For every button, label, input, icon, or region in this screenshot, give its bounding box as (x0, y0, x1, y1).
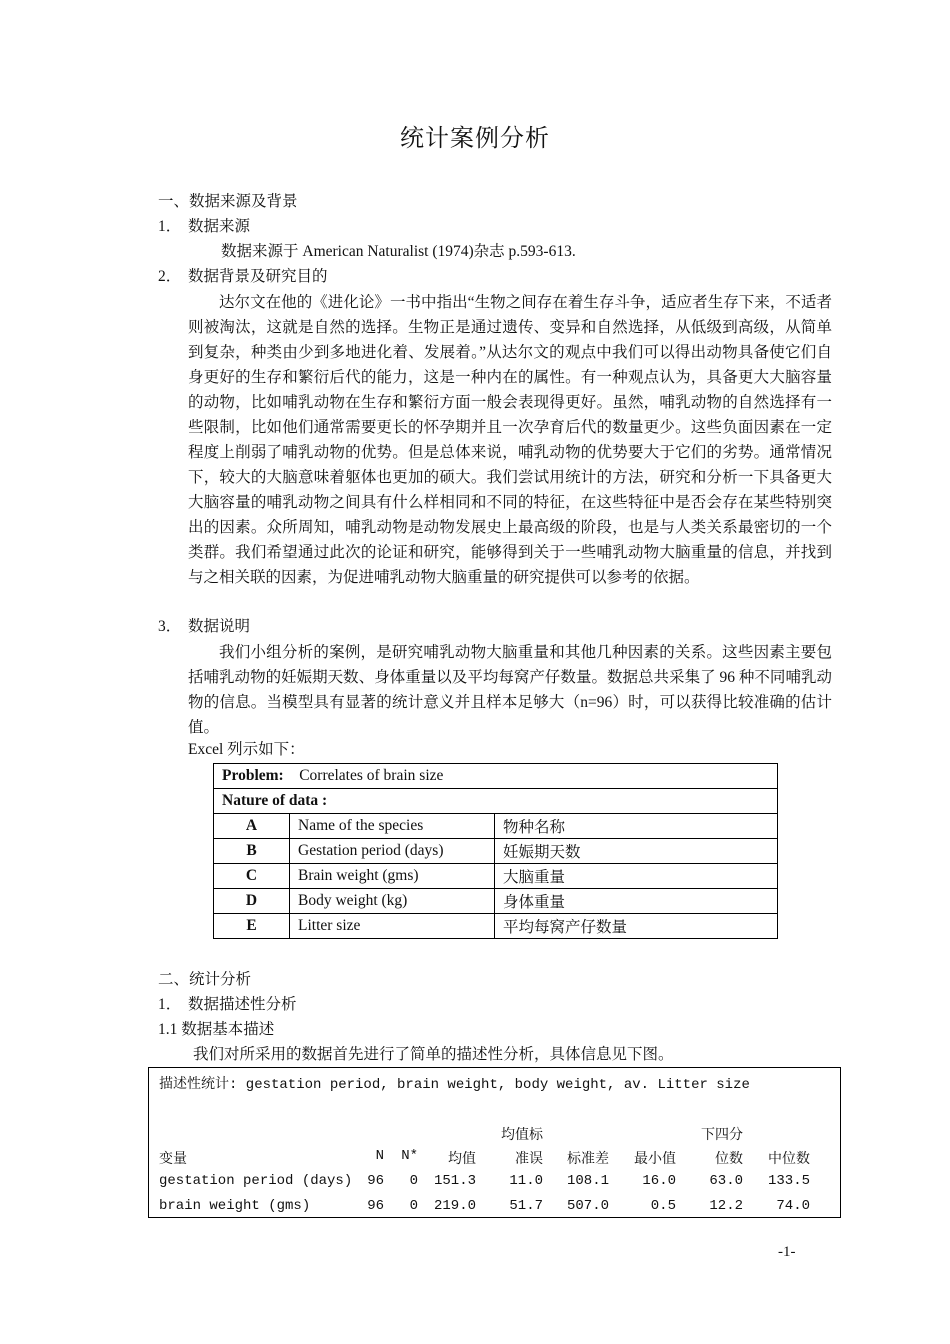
column-chinese: 大脑重量 (495, 864, 778, 889)
table-row (214, 764, 778, 789)
header-mean: 均值 (448, 1152, 476, 1168)
header-nstar: N* (401, 1148, 418, 1164)
row-sd: 507.0 (566, 1198, 609, 1214)
column-english: Litter size (290, 914, 495, 939)
item-heading-description (158, 615, 250, 639)
row-se: 11.0 (509, 1173, 543, 1189)
table-row (214, 914, 778, 939)
stats-intro: 我们对所采用的数据首先进行了简单的描述性分析，具体信息见下图。 (193, 1046, 674, 1063)
row-median: 133.5 (767, 1173, 810, 1189)
item-title: 数据来源 (188, 218, 251, 235)
item-number: 1． (158, 996, 182, 1013)
header-median: 中位数 (768, 1152, 810, 1168)
column-chinese: 妊娠期天数 (495, 839, 778, 864)
header-se-bottom: 准误 (515, 1152, 543, 1168)
column-english: Name of the species (290, 814, 495, 839)
row-nstar: 0 (409, 1198, 418, 1214)
problem-text: Correlates of brain size (299, 767, 444, 784)
description-paragraph: 我们小组分析的案例，是研究哺乳动物大脑重量和其他几种因素的关系。这些因素主要包括哺乳动物的妊娠期天数、身体重量以及平均每窝产仔数量。数据总共采集了 96 种不同哺乳动物的信息。当模型具有显著的统计意义并且样本足够大（n=96）时，可以获得比较准确的估计值。 (188, 644, 832, 736)
table-row (214, 789, 778, 814)
column-chinese: 身体重量 (495, 889, 778, 914)
row-min: 0.5 (650, 1198, 676, 1214)
item-title: 数据描述性分析 (188, 996, 297, 1013)
column-english: Brain weight (gms) (290, 864, 495, 889)
page-title: 统计案例分析 (400, 126, 550, 152)
row-median: 74.0 (776, 1198, 810, 1214)
row-n: 96 (367, 1198, 384, 1214)
table-row (214, 864, 778, 889)
item-number: 1． (158, 218, 182, 235)
item-title: 数据说明 (188, 618, 251, 635)
table-row (214, 889, 778, 914)
row-variable: gestation period (days) (159, 1173, 353, 1189)
item-title: 数据背景及研究目的 (188, 268, 328, 285)
page-number: -1- (778, 1244, 796, 1260)
item-heading-source (158, 215, 250, 239)
problem-cell (214, 764, 778, 789)
column-english: Gestation period (days) (290, 839, 495, 864)
column-english: Body weight (kg) (290, 889, 495, 914)
row-nstar: 0 (409, 1173, 418, 1189)
row-se: 51.7 (509, 1198, 543, 1214)
column-code: B (214, 839, 290, 864)
table-row (214, 839, 778, 864)
stats-caption: 描述性统计: gestation period, brain weight, body weight, av. Litter size (159, 1077, 750, 1093)
descriptive-stats-output (148, 1067, 841, 1218)
nature-label: Nature of data : (214, 789, 778, 814)
header-variable: 变量 (159, 1152, 187, 1168)
row-sd: 108.1 (566, 1173, 609, 1189)
source-text: 数据来源于 American Naturalist (1974)杂志 p.593-613. (221, 243, 576, 260)
table-row (214, 814, 778, 839)
row-q1: 12.2 (709, 1198, 743, 1214)
header-q1-top: 下四分 (701, 1128, 743, 1144)
column-code: A (214, 814, 290, 839)
header-sd: 标准差 (567, 1152, 609, 1168)
row-mean: 151.3 (433, 1173, 476, 1189)
item-number: 2． (158, 268, 182, 285)
item-heading-descriptive (158, 993, 297, 1017)
background-paragraph: 达尔文在他的《进化论》一书中指出“生物之间存在着生存斗争，适应者生存下来，不适者则被淘汰，这就是自然的选择。生物正是通过遗传、变异和自然选择，从低级到高级，从简单到复杂，种类由少到多地进化着、发展着。”从达尔文的观点中我们可以得出动物具备使它们自身更好的生存和繁衍后代的能力，这是一种内在的属性。有一种观点认为，具备更大大脑容量的动物，比如哺乳动物在生存和繁衍方面一般会表现得更好。虽然，哺乳动物的自然选择有一些限制，比如他们通常需要更长的怀孕期并且一次孕育后代的数量更少。这些负面因素在一定程度上削弱了哺乳动物的优势。但是总体来说，哺乳动物的优势要大于它们的劣势。通常情况下，较大的大脑意味着躯体也更加的硕大。我们尝试用统计的方法，研究和分析一下具备更大大脑容量的哺乳动物之间具有什么样相同和不同的特征，在这些特征中是否会存在某些特别突出的因素。众所周知，哺乳动物是动物发展史上最高级的阶段，也是与人类关系最密切的一个类群。我们希望通过此次的论证和研究，能够得到关于一些哺乳动物大脑重量的信息，并找到与之相关联的因素，为促进哺乳动物大脑重量的研究提供可以参考的依据。 (188, 294, 832, 586)
column-code: D (214, 889, 290, 914)
header-se-top: 均值标 (501, 1128, 543, 1144)
item-number: 3． (158, 618, 182, 635)
subsection-heading: 1.1 数据基本描述 (158, 1021, 275, 1038)
section-heading-1: 一、数据来源及背景 (158, 193, 298, 210)
column-chinese: 平均每窝产仔数量 (495, 914, 778, 939)
column-code: C (214, 864, 290, 889)
row-variable: brain weight (gms) (159, 1198, 311, 1214)
header-q1-bottom: 位数 (715, 1152, 743, 1168)
row-min: 16.0 (642, 1173, 676, 1189)
column-code: E (214, 914, 290, 939)
item-heading-background (158, 265, 328, 289)
problem-label: Problem: (222, 767, 284, 784)
header-n: N (375, 1148, 384, 1164)
row-n: 96 (367, 1173, 384, 1189)
excel-intro: Excel 列示如下： (188, 741, 305, 758)
section-heading-2: 二、统计分析 (158, 971, 252, 988)
row-mean: 219.0 (433, 1198, 476, 1214)
data-nature-table (213, 763, 778, 939)
column-chinese: 物种名称 (495, 814, 778, 839)
row-q1: 63.0 (709, 1173, 743, 1189)
header-min: 最小值 (634, 1152, 676, 1168)
